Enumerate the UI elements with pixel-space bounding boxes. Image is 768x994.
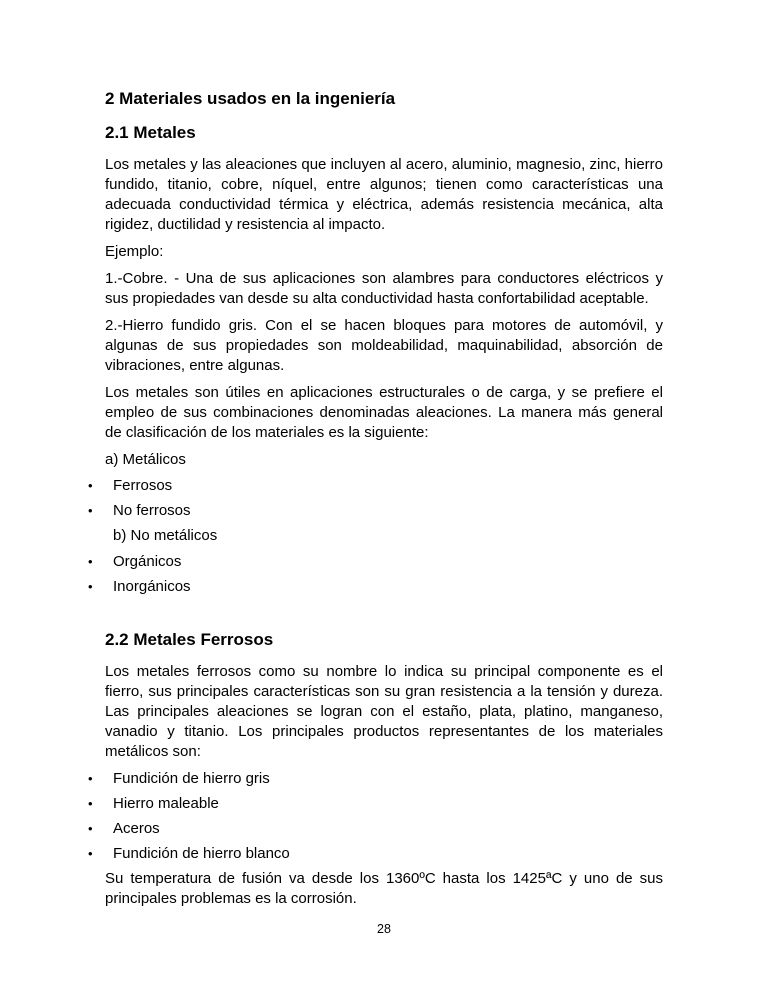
list-item	[88, 552, 663, 572]
bullet-list	[88, 476, 663, 521]
list-item	[88, 577, 663, 597]
bullet-icon: •	[88, 821, 93, 836]
paragraph: Su temperatura de fusión va desde los 1360ºC hasta los 1425ªC y uno de sus principales problemas es la corrosión.	[105, 870, 663, 907]
paragraph: Ejemplo:	[105, 243, 164, 260]
list-item	[88, 844, 663, 864]
page-title: 2 Materiales usados en la ingeniería	[105, 89, 396, 108]
paragraph: 1.-Cobre. - Una de sus aplicaciones son alambres para conductores eléctricos y sus propiedades van desde su alta conductividad hasta confortabilidad aceptable.	[105, 270, 663, 307]
list-item-label: Fundición de hierro gris	[113, 770, 270, 787]
list-item-label: No ferrosos	[113, 502, 191, 519]
paragraph: Los metales son útiles en aplicaciones estructurales o de carga, y se prefiere el empleo de sus combinaciones denominadas aleaciones. La manera más general de clasificación de los materiales es la siguiente:	[105, 384, 663, 441]
bullet-icon: •	[88, 503, 93, 518]
paragraph: Los metales y las aleaciones que incluyen al acero, aluminio, magnesio, zinc, hierro fundido, titanio, cobre, níquel, entre algunos; tienen como características una adecuada conductividad térmica y eléctrica, además resistencia mecánica, alta rigidez, ductilidad y resistencia al impacto.	[105, 156, 663, 233]
list-item	[88, 476, 663, 496]
list-item-label: Fundición de hierro blanco	[113, 845, 290, 862]
bullet-list	[88, 552, 663, 597]
bullet-icon: •	[88, 771, 93, 786]
list-item	[88, 769, 663, 789]
list-item-label: Aceros	[113, 820, 160, 837]
paragraph: 2.-Hierro fundido gris. Con el se hacen bloques para motores de automóvil, y algunas de sus propiedades son moldeabilidad, maquinabilidad, absorción de vibraciones, entre algunas.	[105, 317, 663, 374]
list-item	[88, 794, 663, 814]
section-heading-metales: 2.1 Metales	[105, 123, 196, 142]
list-item-label: Inorgánicos	[113, 578, 191, 595]
list-item-label: Ferrosos	[113, 477, 173, 494]
section-heading-metales-ferrosos: 2.2 Metales Ferrosos	[105, 630, 274, 649]
bullet-icon: •	[88, 478, 93, 493]
bullet-icon: •	[88, 796, 93, 811]
list-item-label: Hierro maleable	[113, 795, 219, 812]
bullet-icon: •	[88, 579, 93, 594]
list-label-metalicos: a) Metálicos	[105, 451, 186, 468]
bullet-list	[88, 769, 663, 864]
page-number: 28	[377, 922, 391, 936]
list-item	[88, 819, 663, 839]
bullet-icon: •	[88, 554, 93, 569]
list-item	[88, 501, 663, 521]
list-item-label: Orgánicos	[113, 553, 182, 570]
bullet-icon: •	[88, 846, 93, 861]
paragraph: Los metales ferrosos como su nombre lo indica su principal componente es el fierro, sus principales características son su gran resistencia a la tensión y dureza. Las principales aleaciones se logran con el estaño, plata, platino, manganeso, vanadio y titanio. Los principales productos representantes de los materiales metálicos son:	[105, 663, 663, 760]
list-label-no-metalicos: b) No metálicos	[113, 527, 218, 544]
